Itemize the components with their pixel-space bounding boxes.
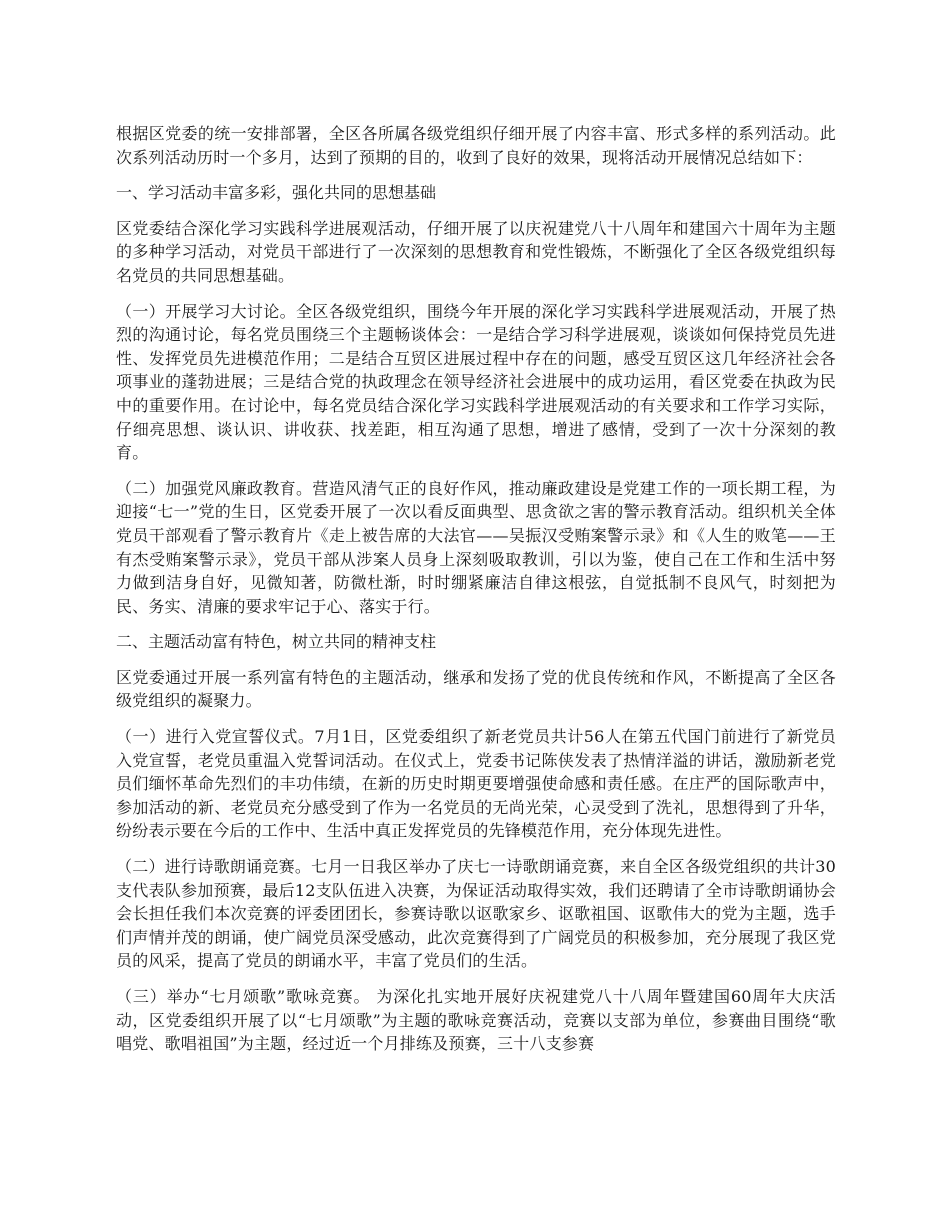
section-2-item-1: （一）进行入党宣誓仪式。7月1日，区党委组织了新老党员共计56人在第五代国门前进行了新党员入党宣誓，老党员重温入党誓词活动。在仪式上，党委书记陈侠发表了热情洋溢的讲话，激励新老党员们缅怀革命先烈们的丰功伟绩，在新的历史时期更要增强使命感和责任感。在庄严的国际歌声中，参加活动的新、老党员充分感受到了作为一名党员的无尚光荣，心灵受到了洗礼，思想得到了升华，纷纷表示要在今后的工作中、生活中真正发挥党员的先锋模范作用，充分体现先进性。	[116, 727, 836, 841]
section-heading-1: 一、学习活动丰富多彩，强化共同的思想基础	[116, 183, 437, 203]
section-1-item-2: （二）加强党风廉政教育。营造风清气正的良好作风，推动廉政建设是党建工作的一项长期工程，为迎接“七一”党的生日，区党委开展了一次以看反面典型、思贪欲之害的警示教育活动。组织机关全体党员干部观看了警示教育片《走上被告席的大法官——吴振汉受贿案警示录》和《人生的败笔——王有杰受贿案警示录》，党员干部从涉案人员身上深刻吸取教训，引以为鉴，使自己在工作和生活中努力做到洁身自好，见微知著，防微杜渐，时时绷紧廉洁自律这根弦，自觉抵制不良风气，时刻把为民、务实、清廉的要求牢记于心、落实于行。	[116, 478, 836, 616]
document-page	[116, 122, 836, 1068]
section-2-item-2: （二）进行诗歌朗诵竞赛。七月一日我区举办了庆七一诗歌朗诵竞赛，来自全区各级党组织的共计30支代表队参加预赛，最后12支队伍进入决赛，为保证活动取得实效，我们还聘请了全市诗歌朗诵协会会长担任我们本次竞赛的评委团团长，参赛诗歌以讴歌家乡、讴歌祖国、讴歌伟大的党为主题，选手们声情并茂的朗诵，使广阔党员深受感动，此次竞赛得到了广阔党员的积极参加，充分展现了我区党员的风采，提高了党员的朗诵水平，丰富了党员们的生活。	[116, 857, 836, 971]
section-2-summary: 区党委通过开展一系列富有特色的主题活动，继承和发扬了党的优良传统和作风，不断提高了全区各级党组织的凝聚力。	[116, 667, 836, 711]
section-2-item-3: （三）举办“七月颂歌”歌咏竞赛。 为深化扎实地开展好庆祝建党八十八周年暨建国60周年大庆活动，区党委组织开展了以“七月颂歌”为主题的歌咏竞赛活动，竞赛以支部为单位，参赛曲目围绕“歌唱党、歌唱祖国”为主题，经过近一个月排练及预赛，三十八支参赛	[116, 987, 836, 1054]
section-1-item-1: （一）开展学习大讨论。全区各级党组织，围绕今年开展的深化学习实践科学进展观活动，开展了热烈的沟通讨论，每名党员围绕三个主题畅谈体会：一是结合学习科学进展观，谈谈如何保持党员先进性、发挥党员先进模范作用；二是结合互贸区进展过程中存在的问题，感受互贸区这几年经济社会各项事业的蓬勃进展；三是结合党的执政理念在领导经济社会进展中的成功运用，看区党委在执政为民中的重要作用。在讨论中，每名党员结合深化学习实践科学进展观活动的有关要求和工作学习实际，仔细亮思想、谈认识、讲收获、找差距，相互沟通了思想，增进了感情，受到了一次十分深刻的教育。	[116, 301, 836, 463]
intro-paragraph: 根据区党委的统一安排部署，全区各所属各级党组织仔细开展了内容丰富、形式多样的系列活动。此次系列活动历时一个多月，达到了预期的目的，收到了良好的效果，现将活动开展情况总结如下：	[116, 124, 836, 167]
section-1-summary: 区党委结合深化学习实践科学进展观活动，仔细开展了以庆祝建党八十八周年和建国六十周年为主题的多种学习活动，对党员干部进行了一次深刻的思想教育和党性锻炼，不断强化了全区各级党组织每名党员的共同思想基础。	[116, 218, 836, 285]
section-heading-2: 二、主题活动富有特色，树立共同的精神支柱	[116, 632, 437, 652]
